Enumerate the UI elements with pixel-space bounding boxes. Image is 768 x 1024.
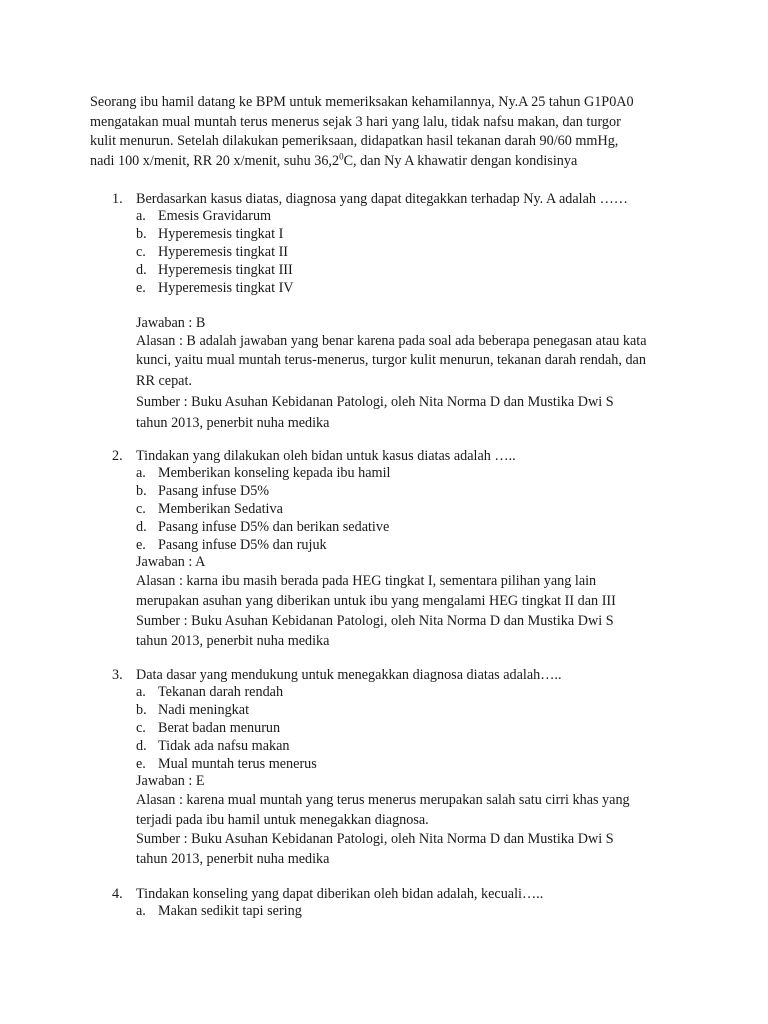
question-text: Berdasarkan kasus diatas, diagnosa yang dapat ditegakkan terhadap Ny. A adalah …… (136, 191, 628, 207)
option-letter: b. (136, 483, 147, 499)
option-text: Tekanan darah rendah (158, 684, 284, 700)
option-letter: e. (136, 280, 146, 296)
option-text: Hyperemesis tingkat II (158, 244, 289, 260)
question-text: Data dasar yang mendukung untuk menegakkan diagnosa diatas adalah….. (136, 667, 562, 683)
option-text: Memberikan Sedativa (158, 501, 283, 517)
option-letter: b. (136, 702, 147, 718)
case-intro (90, 93, 690, 171)
reason-line: terjadi pada ibu hamil untuk menegakkan diagnosa. (136, 812, 429, 828)
answer-block (136, 314, 696, 434)
reason-line: kunci, yaitu mual muntah terus-menerus, turgor kulit menurun, tekanan darah rendah, dan (136, 352, 646, 368)
option-text: Mual muntah terus menerus (158, 756, 317, 772)
source-line: Sumber : Buku Asuhan Kebidanan Patologi, oleh Nita Norma D dan Mustika Dwi S (136, 831, 614, 847)
question-number: 4. (112, 886, 123, 902)
intro-line: kulit menurun. Setelah dilakukan pemeriksaan, didapatkan hasil tekanan darah 90/60 mmHg, (90, 133, 619, 149)
degree-superscript: 0 (339, 150, 344, 161)
question-text: Tindakan konseling yang dapat diberikan oleh bidan adalah, kecuali….. (136, 886, 544, 902)
reason-line: Alasan : B adalah jawaban yang benar karena pada soal ada beberapa penegasan atau kata (136, 333, 647, 349)
source-line: Sumber : Buku Asuhan Kebidanan Patologi, oleh Nita Norma D dan Mustika Dwi S (136, 613, 614, 629)
source-line: tahun 2013, penerbit nuha medika (136, 851, 330, 867)
option-text: Pasang infuse D5% dan berikan sedative (158, 519, 390, 535)
option-letter: c. (136, 244, 146, 260)
intro-line: mengatakan mual muntah terus menerus sejak 3 hari yang lalu, tidak nafsu makan, dan turgor (90, 113, 621, 130)
intro-line (90, 152, 690, 172)
intro-line: Seorang ibu hamil datang ke BPM untuk memeriksakan kehamilannya, Ny.A 25 tahun G1P0A0 (90, 94, 634, 110)
intro-text: nadi 100 x/menit, RR 20 x/menit, suhu 36,2 (90, 152, 340, 169)
option-text: Hyperemesis tingkat I (158, 226, 284, 242)
answer-block (136, 553, 696, 652)
option-text: Makan sedikit tapi sering (158, 903, 302, 919)
answer-label: Jawaban : A (136, 554, 206, 570)
reason-line: Alasan : karna ibu masih berada pada HEG tingkat I, sementara pilihan yang lain (136, 573, 597, 589)
option-letter: d. (136, 519, 147, 535)
question-number: 3. (112, 667, 123, 683)
option-letter: d. (136, 738, 147, 754)
option-text: Nadi meningkat (158, 702, 250, 718)
question-number: 1. (112, 191, 123, 207)
source-line: Sumber : Buku Asuhan Kebidanan Patologi, oleh Nita Norma D dan Mustika Dwi S (136, 394, 614, 410)
option-text: Tidak ada nafsu makan (158, 738, 290, 754)
reason-line: merupakan asuhan yang diberikan untuk ibu yang mengalami HEG tingkat II dan III (136, 593, 616, 609)
option-text: Pasang infuse D5% dan rujuk (158, 537, 327, 553)
option-letter: b. (136, 226, 147, 242)
option-letter: c. (136, 720, 146, 736)
option-letter: e. (136, 537, 146, 553)
option-letter: a. (136, 903, 146, 919)
option-text: Emesis Gravidarum (158, 208, 272, 224)
reason-line: Alasan : karena mual muntah yang terus menerus merupakan salah satu cirri khas yang (136, 792, 630, 808)
option-letter: a. (136, 208, 146, 224)
question-text: Tindakan yang dilakukan oleh bidan untuk kasus diatas adalah ….. (136, 448, 516, 464)
option-letter: a. (136, 684, 146, 700)
option-text: Hyperemesis tingkat IV (158, 280, 294, 296)
option-text: Memberikan konseling kepada ibu hamil (158, 465, 391, 481)
answer-label: Jawaban : B (136, 315, 206, 331)
question-number: 2. (112, 448, 123, 464)
option-text: Pasang infuse D5% (158, 483, 270, 499)
option-text: Hyperemesis tingkat III (158, 262, 293, 278)
source-line: tahun 2013, penerbit nuha medika (136, 415, 330, 431)
reason-line: RR cepat. (136, 373, 192, 389)
answer-label: Jawaban : E (136, 773, 205, 789)
option-letter: d. (136, 262, 147, 278)
intro-text: C, dan Ny A khawatir dengan kondisinya (343, 152, 578, 169)
option-letter: c. (136, 501, 146, 517)
answer-block (136, 772, 696, 870)
option-letter: e. (136, 756, 146, 772)
option-text: Berat badan menurun (158, 720, 281, 736)
source-line: tahun 2013, penerbit nuha medika (136, 633, 330, 649)
option-letter: a. (136, 465, 146, 481)
